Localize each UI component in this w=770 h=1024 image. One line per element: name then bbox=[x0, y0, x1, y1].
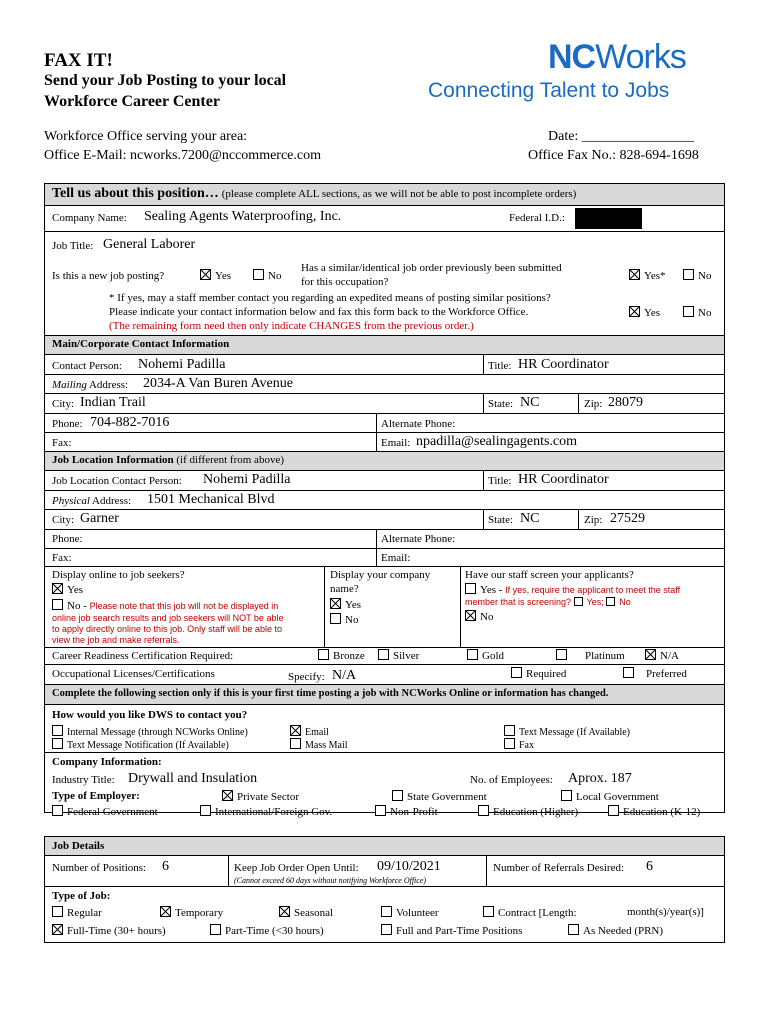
main-contact-heading: Main/Corporate Contact Information bbox=[52, 338, 230, 350]
checkbox-icon[interactable] bbox=[556, 649, 567, 660]
email-value[interactable]: npadilla@sealingagents.com bbox=[416, 434, 578, 449]
location-state-value[interactable]: NC bbox=[520, 511, 540, 526]
cert-bronze[interactable]: Bronze bbox=[318, 649, 365, 662]
keep-open-value[interactable]: 09/10/2021 bbox=[377, 859, 441, 874]
checkbox-icon[interactable] bbox=[504, 725, 515, 736]
email-label: Email: bbox=[381, 437, 411, 449]
form-title: FAX IT! bbox=[44, 50, 113, 71]
checkbox-icon[interactable] bbox=[52, 725, 63, 736]
checkbox-icon[interactable] bbox=[683, 306, 694, 317]
location-city-value[interactable]: Garner bbox=[80, 511, 119, 526]
positions-value[interactable]: 6 bbox=[162, 859, 169, 874]
checkbox-checked-icon[interactable] bbox=[160, 906, 171, 917]
state-label: State: bbox=[488, 398, 514, 410]
employer-edu-higher[interactable]: Education (Higher) bbox=[478, 805, 578, 818]
location-state-label: State: bbox=[488, 514, 514, 526]
display-no-note-3: to apply directly online to this job. Only staff will be able to bbox=[52, 624, 282, 634]
checkbox-icon[interactable] bbox=[623, 667, 634, 678]
display-online-question: Display online to job seekers? bbox=[52, 569, 185, 581]
office-email: Office E-Mail: ncworks.7200@nccommerce.com bbox=[44, 148, 321, 163]
form-subtitle-line2: Workforce Career Center bbox=[44, 93, 220, 110]
checkbox-icon[interactable] bbox=[478, 805, 489, 816]
checkbox-icon[interactable] bbox=[52, 805, 63, 816]
contact-text-message[interactable]: Text Message (If Available) bbox=[504, 725, 630, 738]
cert-platinum[interactable]: Platinum bbox=[556, 649, 625, 662]
cert-gold[interactable]: Gold bbox=[467, 649, 504, 662]
company-name-value[interactable]: Sealing Agents Waterproofing, Inc. bbox=[144, 209, 342, 224]
company-info-heading: Company Information: bbox=[52, 756, 162, 768]
mailing-address-value[interactable]: 2034-A Van Buren Avenue bbox=[143, 376, 293, 391]
job-type-temporary[interactable]: Temporary bbox=[160, 906, 223, 919]
employer-type-label: Type of Employer: bbox=[52, 790, 140, 802]
checkbox-icon[interactable] bbox=[511, 667, 522, 678]
display-online-no[interactable]: No - Please note that this job will not be displayed in bbox=[52, 599, 278, 612]
job-title-value[interactable]: General Laborer bbox=[103, 237, 196, 252]
checkbox-icon[interactable] bbox=[253, 269, 264, 280]
checkbox-icon[interactable] bbox=[467, 649, 478, 660]
checkbox-icon[interactable] bbox=[606, 597, 615, 606]
position-heading: Tell us about this position… (please complete ALL sections, as we will not be able to post incomplete orders) bbox=[52, 186, 577, 201]
cert-na[interactable]: N/A bbox=[645, 649, 679, 662]
phone-value[interactable]: 704-882-7016 bbox=[90, 415, 170, 430]
job-type-as-needed[interactable]: As Needed (PRN) bbox=[568, 924, 663, 937]
location-email-label: Email: bbox=[381, 552, 411, 564]
location-contact-label: Job Location Contact Person: bbox=[52, 475, 182, 487]
office-serving-label: Workforce Office serving your area: bbox=[44, 129, 248, 144]
screen-applicants-question: Have our staff screen your applicants? bbox=[465, 569, 634, 581]
similar-question-2: for this occupation? bbox=[301, 276, 389, 288]
job-location-heading: Job Location Information (if different from above) bbox=[52, 454, 284, 466]
occ-licenses-label: Occupational Licenses/Certifications bbox=[52, 668, 215, 680]
checkbox-icon[interactable] bbox=[290, 738, 301, 749]
location-zip-value[interactable]: 27529 bbox=[610, 511, 645, 526]
location-alt-phone-label: Alternate Phone: bbox=[381, 533, 456, 545]
city-label: City: bbox=[52, 398, 75, 410]
occ-preferred[interactable]: Preferred bbox=[623, 667, 687, 680]
logo-works-text: Works bbox=[595, 38, 686, 76]
checkbox-checked-icon[interactable] bbox=[52, 924, 63, 935]
industry-title-value[interactable]: Drywall and Insulation bbox=[128, 771, 258, 786]
display-company-question-2: name? bbox=[330, 583, 359, 595]
display-online-yes[interactable]: Yes bbox=[52, 583, 83, 596]
indicate-contact-note: Please indicate your contact information below and fax this form back to the Workforce Office. bbox=[109, 306, 529, 318]
referrals-label: Number of Referrals Desired: bbox=[493, 862, 625, 874]
first-time-banner: Complete the following section only if this is your first time posting a job with NCWorks Online or information has changed. bbox=[52, 688, 609, 699]
industry-title-label: Industry Title: bbox=[52, 774, 115, 786]
state-value[interactable]: NC bbox=[520, 395, 540, 410]
checkbox-icon[interactable] bbox=[381, 906, 392, 917]
job-title-label: Job Title: bbox=[52, 240, 94, 252]
federal-id-label: Federal I.D.: bbox=[509, 212, 565, 224]
federal-id-redacted bbox=[575, 208, 642, 229]
display-company-question-1: Display your company bbox=[330, 569, 431, 581]
display-company-no[interactable]: No bbox=[330, 613, 358, 626]
staff-contact-question: * If yes, may a staff member contact you regarding an expedited means of posting similar positions? bbox=[109, 292, 551, 304]
job-type-full-time[interactable]: Full-Time (30+ hours) bbox=[52, 924, 166, 937]
contact-person-value[interactable]: Nohemi Padilla bbox=[138, 357, 226, 372]
job-type-part-time[interactable]: Part-Time (<30 hours) bbox=[210, 924, 324, 937]
checkbox-icon[interactable] bbox=[330, 613, 341, 624]
display-no-note-2: online job search results and job seekers will NOT be able bbox=[52, 613, 284, 623]
zip-value[interactable]: 28079 bbox=[608, 395, 643, 410]
specify-label: Specify: bbox=[288, 671, 325, 683]
location-contact-value[interactable]: Nohemi Padilla bbox=[203, 472, 291, 487]
checkbox-checked-icon[interactable] bbox=[629, 269, 640, 280]
logo-nc-text: NC bbox=[548, 38, 596, 76]
checkbox-icon[interactable] bbox=[683, 269, 694, 280]
checkbox-icon[interactable] bbox=[200, 805, 211, 816]
employer-private[interactable]: Private Sector bbox=[222, 790, 299, 803]
employer-international[interactable]: International/Foreign Gov. bbox=[200, 805, 332, 818]
contact-title-value[interactable]: HR Coordinator bbox=[518, 357, 609, 372]
job-type-label: Type of Job: bbox=[52, 890, 111, 902]
employer-nonprofit[interactable]: Non-Profit bbox=[375, 805, 438, 818]
location-title-value[interactable]: HR Coordinator bbox=[518, 472, 609, 487]
office-fax: Office Fax No.: 828-694-1698 bbox=[528, 148, 699, 163]
location-zip-label: Zip: bbox=[584, 514, 603, 526]
job-details-heading: Job Details bbox=[52, 840, 105, 852]
checkbox-icon[interactable] bbox=[608, 805, 619, 816]
cert-silver[interactable]: Silver bbox=[378, 649, 419, 662]
ncworks-logo bbox=[548, 38, 686, 77]
employees-value[interactable]: Aprox. 187 bbox=[568, 771, 632, 786]
remaining-form-note: (The remaining form need then only indicate CHANGES from the previous order.) bbox=[109, 320, 474, 332]
checkbox-icon[interactable] bbox=[375, 805, 386, 816]
display-company-yes[interactable]: Yes bbox=[330, 598, 361, 611]
display-no-note-4: view the job and make referrals. bbox=[52, 635, 180, 645]
mailing-address-label: Mailing Address: bbox=[52, 379, 129, 391]
staff-contact-yes[interactable]: Yes bbox=[629, 306, 660, 319]
employer-local-gov[interactable]: Local Government bbox=[561, 790, 659, 803]
checkbox-checked-icon[interactable] bbox=[290, 725, 301, 736]
new-posting-no[interactable]: No bbox=[253, 269, 281, 282]
checkbox-icon[interactable] bbox=[574, 597, 583, 606]
checkbox-checked-icon[interactable] bbox=[629, 306, 640, 317]
date-field[interactable]: Date: ________________ bbox=[548, 129, 694, 144]
location-title-label: Title: bbox=[488, 475, 512, 487]
checkbox-icon[interactable] bbox=[52, 599, 63, 610]
employer-state-gov[interactable]: State Government bbox=[392, 790, 487, 803]
company-name-label: Company Name: bbox=[52, 212, 127, 224]
contact-title-label: Title: bbox=[488, 360, 512, 372]
specify-value[interactable]: N/A bbox=[332, 668, 357, 683]
staff-contact-no[interactable]: No bbox=[683, 306, 711, 319]
checkbox-icon[interactable] bbox=[483, 906, 494, 917]
occ-required[interactable]: Required bbox=[511, 667, 566, 680]
checkbox-icon[interactable] bbox=[378, 649, 389, 660]
phone-label: Phone: bbox=[52, 418, 83, 430]
similar-no[interactable]: No bbox=[683, 269, 711, 282]
logo-tagline: Connecting Talent to Jobs bbox=[428, 79, 670, 102]
positions-label: Number of Positions: bbox=[52, 862, 147, 874]
contact-person-label: Contact Person: bbox=[52, 360, 122, 372]
zip-label: Zip: bbox=[584, 398, 603, 410]
contact-internal-message[interactable]: Internal Message (through NCWorks Online) bbox=[52, 725, 248, 738]
checkbox-icon[interactable] bbox=[568, 924, 579, 935]
checkbox-checked-icon[interactable] bbox=[52, 583, 63, 594]
checkbox-checked-icon[interactable] bbox=[645, 649, 656, 660]
contact-mass-mail[interactable]: Mass Mail bbox=[290, 738, 348, 751]
keep-open-label: Keep Job Order Open Until: bbox=[234, 862, 359, 874]
form-subtitle-line1: Send your Job Posting to your local bbox=[44, 72, 287, 89]
checkbox-icon[interactable] bbox=[210, 924, 221, 935]
contact-fax[interactable]: Fax bbox=[504, 738, 534, 751]
job-type-volunteer[interactable]: Volunteer bbox=[381, 906, 439, 919]
checkbox-icon[interactable] bbox=[561, 790, 572, 801]
checkbox-icon[interactable] bbox=[318, 649, 329, 660]
contact-text-notification[interactable]: Text Message Notification (If Available) bbox=[52, 738, 229, 751]
location-fax-label: Fax: bbox=[52, 552, 72, 564]
employer-edu-k12[interactable]: Education (K-12) bbox=[608, 805, 700, 818]
referrals-value[interactable]: 6 bbox=[646, 859, 653, 874]
checkbox-checked-icon[interactable] bbox=[222, 790, 233, 801]
checkbox-icon[interactable] bbox=[392, 790, 403, 801]
checkbox-checked-icon[interactable] bbox=[330, 598, 341, 609]
location-city-label: City: bbox=[52, 514, 75, 526]
job-type-seasonal[interactable]: Seasonal bbox=[279, 906, 333, 919]
employees-label: No. of Employees: bbox=[470, 774, 553, 786]
checkbox-checked-icon[interactable] bbox=[200, 269, 211, 280]
screen-note-2: member that is screening? Yes; No bbox=[465, 597, 631, 607]
location-phone-label: Phone: bbox=[52, 533, 83, 545]
job-type-contract[interactable]: Contract [Length: bbox=[483, 906, 577, 919]
new-posting-question: Is this a new job posting? bbox=[52, 270, 165, 282]
similar-yes[interactable]: Yes* bbox=[629, 269, 666, 282]
employer-federal-gov[interactable]: Federal Government bbox=[52, 805, 158, 818]
checkbox-checked-icon[interactable] bbox=[279, 906, 290, 917]
physical-address-label: Physical Address: bbox=[52, 495, 132, 507]
checkbox-checked-icon[interactable] bbox=[465, 610, 476, 621]
screen-no[interactable]: No bbox=[465, 610, 493, 623]
fax-label: Fax: bbox=[52, 437, 72, 449]
checkbox-icon[interactable] bbox=[504, 738, 515, 749]
physical-address-value[interactable]: 1501 Mechanical Blvd bbox=[147, 492, 275, 507]
job-type-full-and-part[interactable]: Full and Part-Time Positions bbox=[381, 924, 522, 937]
job-type-regular[interactable]: Regular bbox=[52, 906, 102, 919]
screen-yes[interactable]: Yes - If yes, require the applicant to meet the staff bbox=[465, 583, 680, 596]
city-value[interactable]: Indian Trail bbox=[80, 395, 146, 410]
similar-question-1: Has a similar/identical job order previously been submitted bbox=[301, 262, 562, 274]
checkbox-icon[interactable] bbox=[52, 738, 63, 749]
contract-unit: month(s)/year(s)] bbox=[627, 906, 704, 918]
new-posting-yes[interactable]: Yes bbox=[200, 269, 231, 282]
crc-label: Career Readiness Certification Required: bbox=[52, 650, 234, 662]
contact-email[interactable]: Email bbox=[290, 725, 329, 738]
alternate-phone-label: Alternate Phone: bbox=[381, 418, 456, 430]
keep-open-note: (Cannot exceed 60 days without notifying Workforce Office) bbox=[234, 876, 427, 885]
contact-method-question: How would you like DWS to contact you? bbox=[52, 709, 248, 721]
checkbox-icon[interactable] bbox=[381, 924, 392, 935]
checkbox-icon[interactable] bbox=[465, 583, 476, 594]
checkbox-icon[interactable] bbox=[52, 906, 63, 917]
